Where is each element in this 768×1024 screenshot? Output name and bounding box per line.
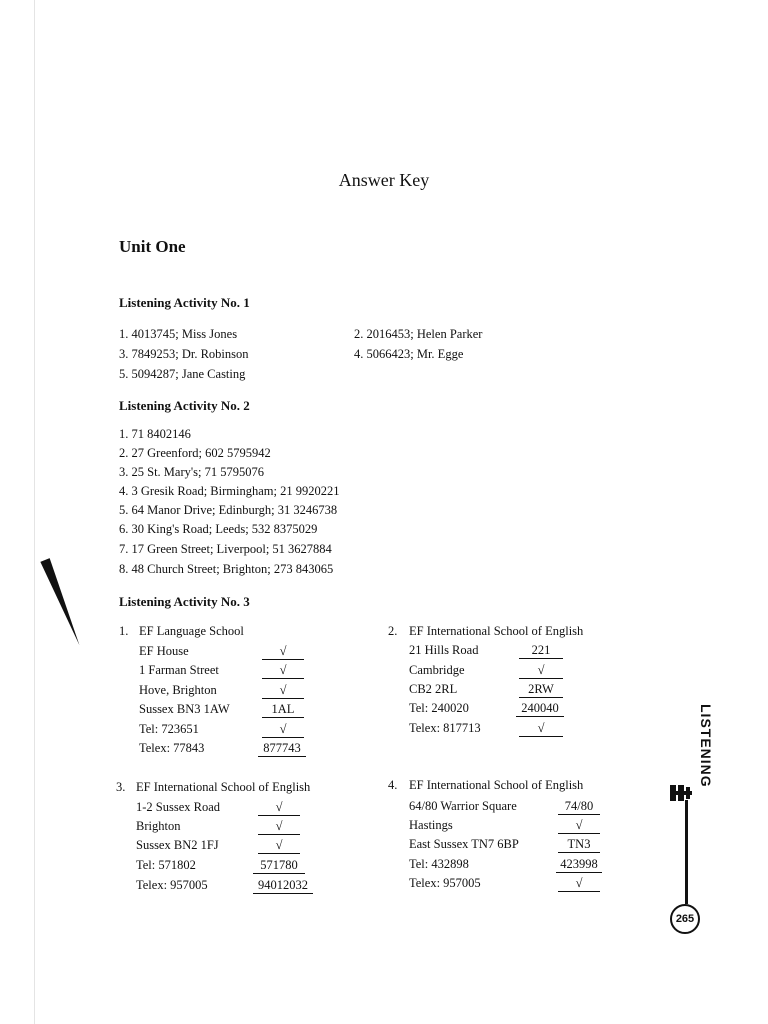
- address-label: Cambridge: [409, 663, 465, 677]
- address-label: Sussex BN3 1AW: [139, 702, 230, 716]
- activity-1-item: 5. 5094287; Jane Casting: [119, 367, 246, 381]
- school-name: EF International School of English: [409, 624, 584, 638]
- address-label: Telex: 957005: [136, 878, 208, 892]
- address-label: Sussex BN2 1FJ: [136, 838, 219, 852]
- answer-mark: 74/80: [558, 799, 600, 815]
- activity-1-heading: Listening Activity No. 1: [119, 295, 250, 310]
- activity-1-item: 4. 5066423; Mr. Egge: [354, 347, 464, 361]
- block-number: 2.: [388, 624, 398, 638]
- answer-mark: 240040: [516, 701, 564, 717]
- answer-mark: 571780: [253, 858, 305, 874]
- scan-binding-mark: [40, 558, 84, 647]
- block-number: 3.: [116, 780, 126, 794]
- page-number: 265: [670, 904, 700, 934]
- address-label: EF House: [139, 644, 189, 658]
- answer-mark: 221: [519, 643, 563, 659]
- activity-1-item: 3. 7849253; Dr. Robinson: [119, 347, 249, 361]
- answer-mark: √: [262, 663, 304, 679]
- address-label: Telex: 817713: [409, 721, 481, 735]
- answer-mark: √: [262, 683, 304, 699]
- listening-side-label: LISTENING: [698, 704, 714, 788]
- answer-mark: 1AL: [262, 702, 304, 718]
- address-label: 64/80 Warrior Square: [409, 799, 517, 813]
- activity-2-item: 8. 48 Church Street; Brighton; 273 843065: [119, 562, 334, 576]
- page-edge: [34, 0, 35, 1024]
- key-stem: [685, 800, 688, 904]
- address-label: 1-2 Sussex Road: [136, 800, 221, 814]
- address-label: 21 Hills Road: [409, 643, 479, 657]
- address-label: CB2 2RL: [409, 682, 458, 696]
- block-number: 4.: [388, 778, 398, 792]
- unit-heading: Unit One: [119, 237, 186, 256]
- activity-2-item: 6. 30 King's Road; Leeds; 532 8375029: [119, 522, 318, 536]
- address-label: Telex: 957005: [409, 876, 481, 890]
- address-label: Tel: 571802: [136, 858, 196, 872]
- address-label: Tel: 240020: [409, 701, 469, 715]
- activity-1-item: 1. 4013745; Miss Jones: [119, 327, 238, 341]
- answer-mark: √: [262, 644, 304, 660]
- address-label: Brighton: [136, 819, 181, 833]
- address-label: East Sussex TN7 6BP: [409, 837, 519, 851]
- answer-mark: √: [258, 838, 300, 854]
- activity-2-item: 5. 64 Manor Drive; Edinburgh; 31 3246738: [119, 503, 338, 517]
- activity-2-heading: Listening Activity No. 2: [119, 398, 250, 413]
- address-label: Tel: 723651: [139, 722, 199, 736]
- page-title: Answer Key: [338, 170, 430, 190]
- answer-mark: 423998: [556, 857, 602, 873]
- address-label: Hove, Brighton: [139, 683, 217, 697]
- answer-mark: 2RW: [519, 682, 563, 698]
- activity-1-item: 2. 2016453; Helen Parker: [354, 327, 483, 341]
- answer-mark: TN3: [558, 837, 600, 853]
- answer-mark: √: [262, 722, 304, 738]
- address-label: Hastings: [409, 818, 453, 832]
- activity-3-heading: Listening Activity No. 3: [119, 594, 250, 609]
- answer-mark: √: [558, 818, 600, 834]
- address-label: 1 Farman Street: [139, 663, 219, 677]
- activity-2-item: 3. 25 St. Mary's; 71 5795076: [119, 465, 264, 479]
- activity-2-item: 4. 3 Gresik Road; Birmingham; 21 9920221: [119, 484, 340, 498]
- activity-2-item: 1. 71 8402146: [119, 427, 191, 441]
- answer-mark: √: [258, 800, 300, 816]
- key-icon: [668, 783, 694, 803]
- answer-mark: √: [258, 819, 300, 835]
- school-name: EF International School of English: [409, 778, 584, 792]
- answer-mark: 877743: [258, 741, 306, 757]
- activity-2-item: 7. 17 Green Street; Liverpool; 51 3627884: [119, 542, 332, 556]
- answer-mark: √: [519, 721, 563, 737]
- school-name: EF International School of English: [136, 780, 311, 794]
- answer-mark: 94012032: [253, 878, 313, 894]
- activity-2-item: 2. 27 Greenford; 602 5795942: [119, 446, 271, 460]
- school-name: EF Language School: [139, 624, 244, 638]
- address-label: Telex: 77843: [139, 741, 205, 755]
- answer-mark: √: [558, 876, 600, 892]
- answer-mark: √: [519, 663, 563, 679]
- block-number: 1.: [119, 624, 129, 638]
- address-label: Tel: 432898: [409, 857, 469, 871]
